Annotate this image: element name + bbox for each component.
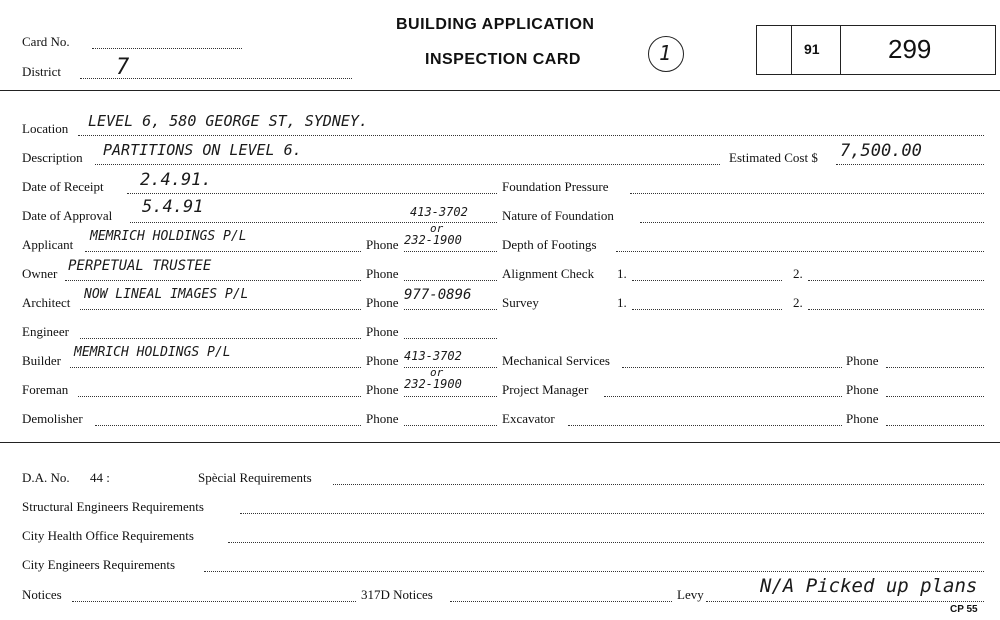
builder-phone-label: Phone [366,353,399,368]
project-manager-label: Project Manager [502,382,589,397]
description-label: Description [22,150,83,165]
date-receipt-label: Date of Receipt [22,179,104,194]
notices-317d-line [450,601,672,602]
applicant-phone-label: Phone [366,237,399,252]
architect-line [80,309,361,310]
levy-line [706,601,984,602]
estimated-cost-label: Estimated Cost $ [729,150,818,165]
applicant-phone-or: or [430,222,444,235]
levy-value: N/A Picked up plans [760,575,978,597]
requirements-divider [0,442,1000,443]
nature-foundation-label: Nature of Foundation [502,208,614,223]
circled-number: 1 [659,41,672,65]
date-approval-label: Date of Approval [22,208,113,223]
applicant-phone-line [404,251,497,252]
owner-phone-line [404,280,497,281]
survey-1: 1. [617,295,627,310]
foreman-phone-line [404,396,497,397]
survey-2: 2. [793,295,803,310]
approval-phone-note: 413-3702 [410,205,468,219]
owner-phone-label: Phone [366,266,399,281]
architect-phone-value: 977-0896 [404,287,472,303]
structural-requirements-line [240,513,984,514]
architect-phone-line [404,309,497,310]
foundation-pressure-line [630,193,984,194]
description-value: PARTITIONS ON LEVEL 6. [103,141,302,159]
alignment-check-1: 1. [617,266,627,281]
project-manager-phone-line [886,396,984,397]
form-code: CP 55 [950,604,978,615]
demolisher-phone-label: Phone [366,411,399,426]
title-line2: INSPECTION CARD [425,51,581,68]
estimated-cost-line [836,164,984,165]
card-number-box [756,25,996,75]
city-engineers-line [204,571,984,572]
alignment-check-1-line [632,280,782,281]
engineer-label: Engineer [22,324,69,339]
owner-line [65,280,361,281]
project-manager-line [604,396,842,397]
location-value: LEVEL 6, 580 GEORGE ST, SYDNEY. [88,112,368,130]
owner-label: Owner [22,266,58,281]
builder-value: MEMRICH HOLDINGS P/L [74,345,231,360]
district-value: 7 [116,55,130,80]
foreman-phone-or: or [430,366,444,379]
architect-value: NOW LINEAL IMAGES P/L [84,287,249,302]
applicant-label: Applicant [22,237,74,252]
alignment-check-label: Alignment Check [502,266,595,281]
mechanical-phone-label: Phone [846,353,879,368]
notices-317d-label: 317D Notices [361,587,433,602]
builder-line [70,367,361,368]
architect-phone-label: Phone [366,295,399,310]
foreman-label: Foreman [22,382,69,397]
header-divider [0,90,1000,91]
foreman-line [78,396,361,397]
excavator-label: Excavator [502,411,555,426]
depth-footings-line [616,251,984,252]
description-line [95,164,720,165]
nature-foundation-line [640,222,984,223]
excavator-phone-label: Phone [846,411,879,426]
box-year: 91 [804,41,820,57]
demolisher-phone-line [404,425,497,426]
engineer-phone-label: Phone [366,324,399,339]
project-manager-phone-label: Phone [846,382,879,397]
box-number: 299 [888,34,932,64]
da-no-value: 44 : [90,470,110,485]
architect-label: Architect [22,295,71,310]
foundation-pressure-label: Foundation Pressure [502,179,609,194]
applicant-value: MEMRICH HOLDINGS P/L [90,229,247,244]
location-label: Location [22,121,69,136]
applicant-phone-value: 232-1900 [404,233,462,247]
district-label: District [22,64,61,79]
card-no-line [92,48,242,49]
card-no-label: Card No. [22,34,70,49]
box-divider-1 [791,25,792,75]
demolisher-line [95,425,361,426]
survey-2-line [808,309,984,310]
city-engineers-label: City Engineers Requirements [22,557,176,572]
notices-line [72,601,356,602]
structural-requirements-label: Structural Engineers Requirements [22,499,204,514]
foreman-phone-value: 232-1900 [404,377,462,391]
date-receipt-value: 2.4.91. [140,170,212,190]
applicant-line [85,251,361,252]
mechanical-services-label: Mechanical Services [502,353,610,368]
excavator-line [568,425,842,426]
title-line1: BUILDING APPLICATION [396,16,595,33]
special-requirements-label: Spècial Requirements [198,470,312,485]
estimated-cost-value: 7,500.00 [840,141,922,161]
date-receipt-line [127,193,497,194]
mechanical-services-line [622,367,842,368]
mechanical-phone-line [886,367,984,368]
notices-label: Notices [22,587,62,602]
levy-label: Levy [677,587,704,602]
special-requirements-line [333,484,984,485]
depth-footings-label: Depth of Footings [502,237,597,252]
health-requirements-label: City Health Office Requirements [22,528,194,543]
survey-1-line [632,309,782,310]
engineer-phone-line [404,338,497,339]
location-line [78,135,984,136]
demolisher-label: Demolisher [22,411,83,426]
excavator-phone-line [886,425,984,426]
box-divider-2 [840,25,841,75]
date-approval-value: 5.4.91 [142,197,204,217]
builder-phone-value: 413-3702 [404,349,462,363]
builder-phone-line [404,367,497,368]
da-no-label: D.A. No. [22,470,70,485]
engineer-line [80,338,361,339]
alignment-check-2-line [808,280,984,281]
alignment-check-2: 2. [793,266,803,281]
survey-label: Survey [502,295,539,310]
builder-label: Builder [22,353,61,368]
owner-value: PERPETUAL TRUSTEE [68,258,212,274]
foreman-phone-label: Phone [366,382,399,397]
health-requirements-line [228,542,984,543]
